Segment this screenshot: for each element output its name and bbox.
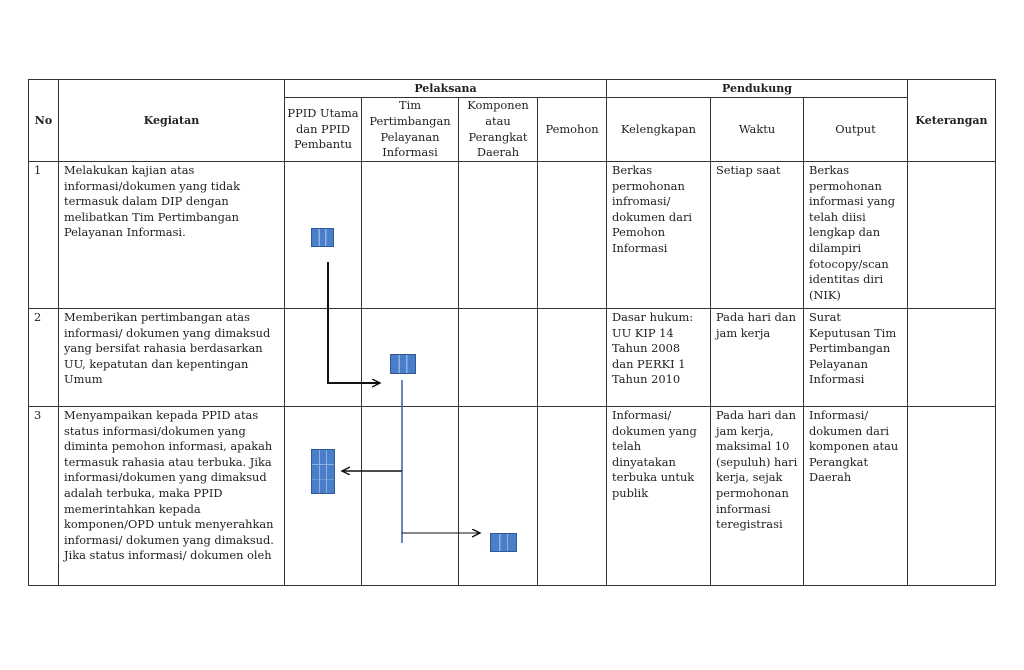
row-3-kegiatan: Menyampaikan kepada PPID atas status informasi/dokumen yang diminta pemohon informasi, apakah termasuk rahasia atau terbuka. Jika informasi/dokumen yang dimaksud adalah terbuka, maka PPID memerintahkan kepada komponen/OPD untuk menyerahkan informasi/ dokumen yang dimaksud. Jika status informasi/ dokumen oleh (64, 408, 274, 563)
header-pelaksana: Pelaksana (414, 81, 477, 95)
row-3-kelengkapan: Informasi/ dokumen yang telah dinyatakan terbuka untuk publik (612, 408, 697, 500)
header-pendukung: Pendukung (722, 81, 792, 95)
header-kelengkapan: Kelengkapan (620, 121, 697, 136)
col-divider-komponen (537, 97, 538, 586)
row-2-waktu: Pada hari dan jam kerja (716, 310, 796, 340)
col-divider-tim (458, 97, 459, 586)
row-2-kelengkapan: Dasar hukum: UU KIP 14 Tahun 2008 dan PERKI 1 Tahun 2010 (612, 310, 694, 387)
row-1-waktu: Setiap saat (716, 163, 781, 177)
flow-box-ppid-step3 (311, 449, 335, 494)
header-keterangan: Keterangan (915, 113, 988, 127)
row-3-output: Informasi/ dokumen dari komponen atau Perangkat Daerah (809, 408, 899, 485)
row-2-keterangan (908, 309, 995, 311)
row-1-kegiatan: Melakukan kajian atas informasi/dokumen yang tidak termasuk dalam DIP dengan melibatkan Tim Pertimbangan Pelayanan Informasi. (64, 163, 240, 240)
row-3-no: 3 (34, 408, 42, 422)
header-no: No (34, 113, 53, 127)
header-pemohon: Pemohon (545, 121, 599, 136)
header-output: Output (835, 121, 876, 136)
row-3-waktu: Pada hari dan jam kerja, maksimal 10 (sepuluh) hari kerja, sejak permohonan informasi teregistrasi (716, 408, 798, 532)
col-divider-ppid (361, 97, 362, 586)
flow-box-komponen-step3 (490, 533, 517, 552)
table-border-right (995, 79, 996, 586)
row-1-no: 1 (34, 163, 42, 177)
row-2-output: Surat Keputusan Tim Pertimbangan Pelayanan Informasi (809, 310, 897, 387)
row-2-kegiatan: Memberikan pertimbangan atas informasi/ dokumen yang dimaksud yang bersifat rahasia berdasarkan UU, kepatutan dan kepentingan Umum (64, 310, 271, 387)
table-border-bottom (28, 585, 996, 586)
header-waktu: Waktu (738, 121, 776, 136)
row-3-keterangan (908, 407, 995, 409)
row-2-no: 2 (34, 310, 42, 324)
row-1-kelengkapan: Berkas permohonan infromasi/ dokumen dari Pemohon Informasi (612, 163, 693, 255)
header-komponen: Komponen atau Perangkat Daerah (467, 98, 529, 160)
flow-box-tim-step2 (390, 354, 416, 374)
flow-box-ppid-step1 (311, 228, 334, 247)
row-1-output: Berkas permohonan informasi yang telah diisi lengkap dan dilampiri fotocopy/scan identitas diri (NIK) (809, 163, 896, 302)
header-kegiatan: Kegiatan (143, 113, 200, 127)
connector-step1-to-step2 (328, 262, 380, 383)
row-1-keterangan (908, 162, 995, 164)
col-divider-kegiatan (284, 79, 285, 586)
header-ppid: PPID Utama dan PPID Pembantu (287, 106, 359, 152)
header-tim: Tim Pertimbangan Pelayanan Informasi (369, 98, 451, 160)
